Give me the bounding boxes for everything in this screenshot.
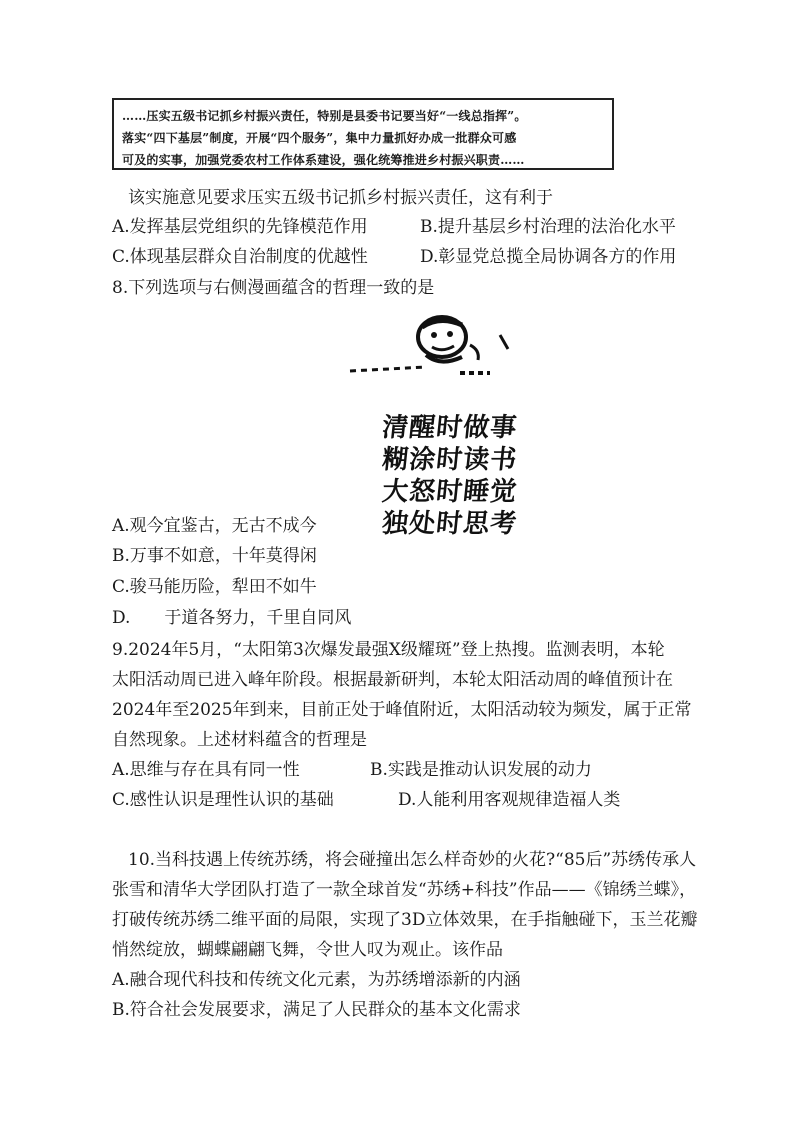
q9-stem-line: 太阳活动周已进入峰年阶段。根据最新研判，本轮太阳活动周的峰值预计在	[112, 670, 673, 690]
q8-stem: 8.下列选项与右侧漫画蕴含的哲理一致的是	[112, 278, 435, 298]
q10-option-a: A.融合现代科技和传统文化元素，为苏绣增添新的内涵	[112, 970, 521, 990]
q7-option-a: A.发挥基层党组织的先锋模范作用	[112, 217, 368, 237]
cartoon-image	[330, 305, 550, 540]
material-line: 落实“四下基层”制度，开展“四个服务”，集中力量抓好办成一批群众可感	[122, 131, 517, 145]
q9-option-a: A.思维与存在具有同一性	[112, 760, 300, 780]
cartoon-figure-icon	[330, 305, 550, 400]
q9-stem-line: 9.2024年5月，“太阳第3次爆发最强X级耀斑”登上热搜。监测表明，本轮	[112, 640, 665, 660]
q10-stem-line: 打破传统苏绣二维平面的局限，实现了3D立体效果，在手指触碰下，玉兰花瓣	[112, 910, 698, 930]
material-line: ……压实五级书记抓乡村振兴责任，特别是县委书记要当好“一线总指挥”。	[122, 109, 527, 123]
q7-stem: 该实施意见要求压实五级书记抓乡村振兴责任，这有利于	[128, 188, 553, 208]
q10-stem-line: 悄然绽放，蝴蝶翩翩飞舞，令世人叹为观止。该作品	[112, 940, 503, 960]
q9-option-d: D.人能利用客观规律造福人类	[398, 790, 621, 810]
q8-option-c: C.骏马能历险，犁田不如牛	[112, 577, 317, 597]
q7-option-d: D.彰显党总揽全局协调各方的作用	[420, 247, 677, 267]
material-line: 可及的实事，加强党委农村工作体系建设，强化统筹推进乡村振兴职责……	[122, 153, 525, 167]
q9-option-b: B.实践是推动认识发展的动力	[370, 760, 592, 780]
q9-stem-line: 2024年至2025年到来，目前正处于峰值附近，太阳活动较为频发，属于正常	[112, 700, 692, 720]
cartoon-text-line: 大怒时睡觉	[380, 477, 519, 507]
q7-option-b: B.提升基层乡村治理的法治化水平	[420, 217, 676, 237]
cartoon-text-line: 糊涂时读书	[380, 445, 519, 475]
cartoon-text-line: 独处时思考	[380, 509, 519, 539]
q8-option-b: B.万事不如意，十年莫得闲	[112, 546, 317, 566]
q9-option-c: C.感性认识是理性认识的基础	[112, 790, 334, 810]
q10-option-b: B.符合社会发展要求，满足了人民群众的基本文化需求	[112, 1000, 521, 1020]
material-box	[112, 98, 614, 170]
q10-stem-line: 张雪和清华大学团队打造了一款全球首发“苏绣+科技”作品——《锦绣兰蝶》，	[112, 880, 697, 900]
q7-option-c: C.体现基层群众自治制度的优越性	[112, 247, 368, 267]
q8-option-a: A.观今宜鉴古，无古不成今	[112, 516, 317, 536]
q10-stem-line: 10.当科技遇上传统苏绣，将会碰撞出怎么样奇妙的火花?“85后”苏绣传承人	[128, 850, 697, 870]
q9-stem-line: 自然现象。上述材料蕴含的哲理是	[112, 730, 367, 750]
cartoon-text-line: 清醒时做事	[380, 413, 519, 443]
q8-option-d: D. 于道各努力，千里自同风	[112, 608, 352, 628]
